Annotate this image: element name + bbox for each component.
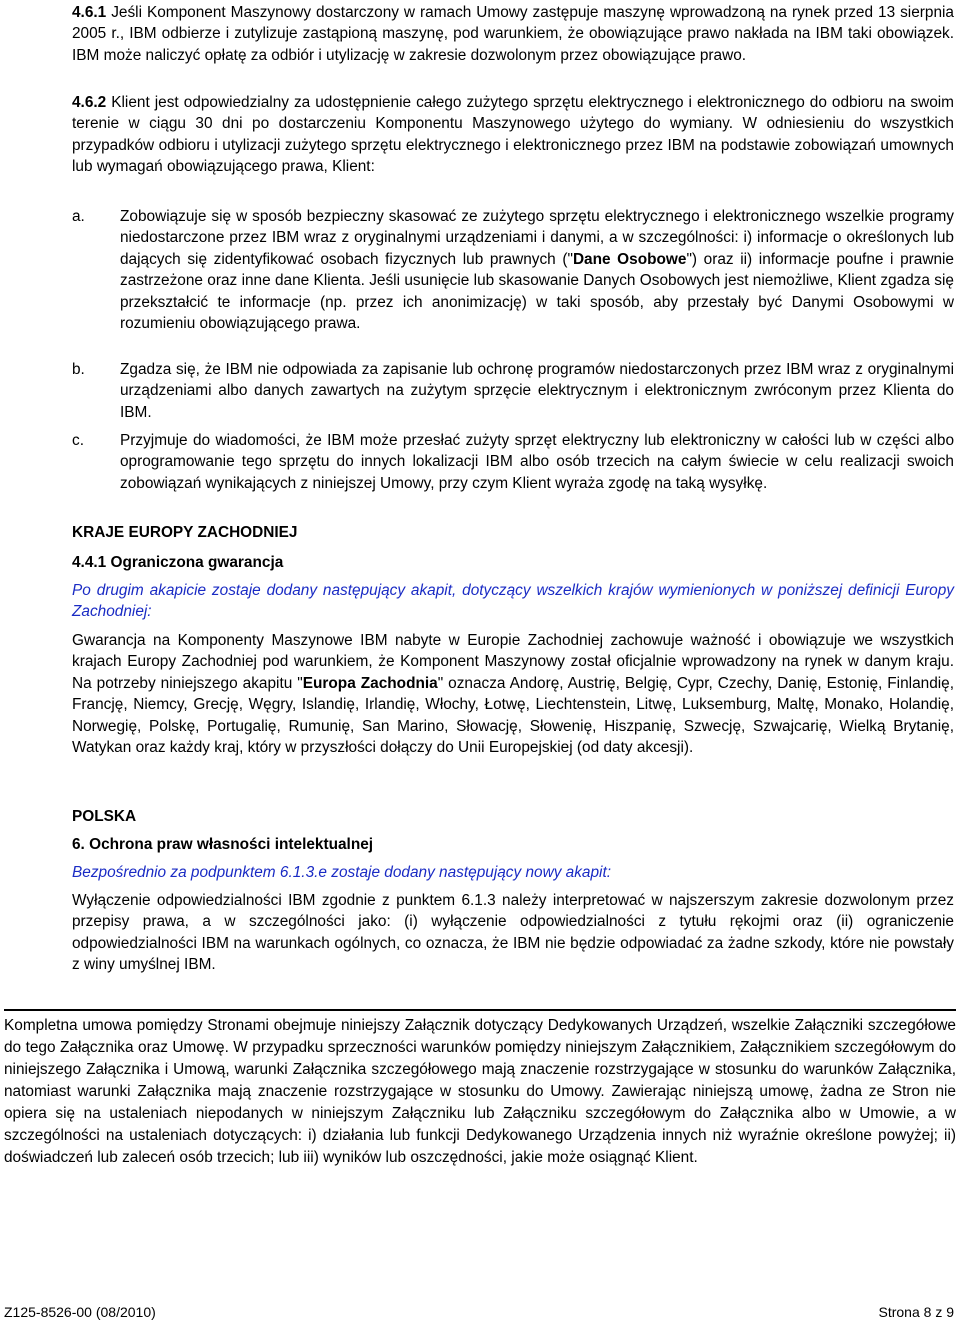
paragraph-text: Klient jest odpowiedzialny za udostępnienie całego zużytego sprzętu elektrycznego i elektronicznego do odbioru na swoim terenie w ciągu 30 dni po dostarczeniu Komponentu Maszynowego użytego do wymiany. W odniesieniu do wszystkich przypadków odbioru i utylizacji zużytego sprzętu elektrycznego i elektronicznego przez IBM na podstawie zobowiązań umownych lub wymagań obowiązującego prawa, Klient: bbox=[72, 94, 954, 176]
list-item-text: Zgadza się, że IBM nie odpowiada za zapisanie lub ochronę programów niedostarczonych przez IBM wraz z oryginalnymi urządzeniami albo danych zawartych na zużytym sprzęcie elektrycznym i elektronicznym zwróconym przez Klienta do IBM. bbox=[120, 361, 954, 421]
section-heading-poland: POLSKA bbox=[72, 808, 137, 825]
amendment-note: Bezpośrednio za podpunktem 6.1.3.e zostaje dodany następujący nowy akapit: bbox=[72, 864, 612, 881]
subsection-heading-ip-protection: 6. Ochrona praw własności intelektualnej bbox=[72, 836, 374, 853]
section-heading-western-europe: KRAJE EUROPY ZACHODNIEJ bbox=[72, 524, 298, 541]
paragraph-text-part: Gwarancja na Komponenty Maszynowe IBM nabyte w Europie Zachodniej zachowuje ważność i obowiązuje we wszystkich krajach Europy Zachodniej pod warunkiem, że Komponent Maszynowy został oficjalnie wprowadzony na rynek w danym kraju. Na potrzeby niniejszego akapitu " bbox=[72, 632, 954, 692]
paragraph-text-part: " oznacza Andorę, Austrię, Belgię, Cypr, Czechy, Danię, Estonię, Finlandię, Francję, Niemcy, Grecję, Węgry, Islandię, Irlandię, Włochy, Łotwę, Liechtenstein, Litwę, Luksemburg, Maltę, Monako, Holandię, Norwegię, Polskę, Portugalię, Rumunię, San Marino, Słowację, Słowenię, Hiszpanię, Szwecję, Szwajcarię, Wielką Brytanię, Watykan oraz każdy kraj, który w przyszłości dołączy do Unii Europejskiej (od daty akcesji). bbox=[72, 674, 955, 757]
amendment-note: Po drugim akapicie zostaje dodany następujący akapit, dotyczący wszelkich krajów wymienionych w poniższej definicji Europy Zachodniej: bbox=[72, 582, 954, 621]
paragraph-number: 4.6.1 bbox=[72, 4, 107, 21]
subsection-heading-limited-warranty: 4.4.1 Ograniczona gwarancja bbox=[72, 554, 284, 571]
paragraph-liability-exclusion: Wyłączenie odpowiedzialności IBM zgodnie z punktem 6.1.3 należy interpretować w najszerszym zakresie dozwolonym przez przepisy prawa, a w szczególności jako: (i) wyłączenie odpowiedzialności z tytułu rękojmi oraz (ii) ograniczenie odpowiedzialności IBM na warunkach ogólnych, co oznacza, że IBM nie będzie odpowiadać za żadne szkody, które nie powstały z winy umyślnej IBM. bbox=[72, 892, 954, 974]
list-item-label: a. bbox=[72, 208, 85, 225]
list-item-text: Przyjmuje do wiadomości, że IBM może przesłać zużyty sprzęt elektryczny lub elektroniczny w całości lub w części albo oprogramowanie tego sprzętu do innych lokalizacji IBM albo osób trzecich na całym świecie w celu realizacji swoich zobowiązań wynikających z niniejszej Umowy, przy czym Klient wyraża zgodę na taką wysyłkę. bbox=[120, 432, 954, 492]
list-item-c bbox=[72, 430, 954, 494]
defined-term: Europa Zachodnia bbox=[302, 674, 438, 692]
footer-document-id: Z125-8526-00 (08/2010) bbox=[4, 1304, 156, 1320]
list-item-label: b. bbox=[72, 361, 85, 378]
list-item-text-part: Zobowiązuje się w sposób bezpieczny skasować ze zużytego sprzętu elektrycznego i elektronicznego wszelkie programy niedostarczone przez IBM wraz z oryginalnymi urządzeniami i danymi, a w szczególności: i) informacje o określonych lub dających się zidentyfikować osobach fizycznych lub prawnych (" bbox=[120, 208, 954, 268]
list-item-text-part: ") oraz ii) informacje poufne i prawnie zastrzeżone oraz inne dane Klienta. Jeśli usunięcie lub skasowanie Danych Osobowych jest niemożliwe, Klient zgadza się przekształcić te informacje (np. przez ich anonimizację) w taki sposób, aby przestały być Danymi Osobowymi w rozumieniu obowiązującego prawa. bbox=[120, 250, 954, 333]
paragraph-4-6-1 bbox=[72, 2, 954, 66]
footer-page-number: Strona 8 z 9 bbox=[878, 1304, 954, 1320]
paragraph-text: Jeśli Komponent Maszynowy dostarczony w ramach Umowy zastępuje maszynę wprowadzoną na rynek przed 13 sierpnia 2005 r., IBM odbierze i zutylizuje zastąpioną maszynę, pod warunkiem, że obowiązujące prawo nakłada na IBM taki obowiązek. IBM może naliczyć opłatę za odbiór i utylizację w zakresie dozwolonym przez obowiązujące prawo. bbox=[72, 4, 954, 64]
defined-term: Dane Osobowe bbox=[572, 250, 687, 268]
paragraph-warranty bbox=[72, 630, 954, 758]
paragraph-entire-agreement: Kompletna umowa pomiędzy Stronami obejmuje niniejszy Załącznik dotyczący Dedykowanych Urządzeń, wszelkie Załączniki szczegółowe do tego Załącznika oraz Umowę. W przypadku sprzeczności warunków pomiędzy niniejszym Załącznikiem, Załącznikiem szczegółowym do niniejszego Załącznika i Umową, warunki Załącznika szczegółowego mają znaczenie rozstrzygające w stosunku do warunków Załącznika, natomiast warunki Załącznika mają znaczenie rozstrzygające w stosunku do Umowy. Zawierając niniejszą umowę, żadna ze Stron nie opiera się na ustaleniach niepodanych w niniejszym Załączniku lub Załączniku szczegółowym do Załącznika albo w Umowie, a w szczególności na ustaleniach dotyczących: i) działania lub funkcji Dedykowanego Urządzenia innych niż wyraźnie określone powyżej; ii) doświadczeń lub zaleceń osób trzecich; lub iii) wyników lub oszczędności, jakie może osiągnąć Klient. bbox=[4, 1017, 956, 1166]
list-item-b bbox=[72, 359, 954, 423]
list-item-label: c. bbox=[72, 432, 84, 449]
paragraph-number: 4.6.2 bbox=[72, 94, 107, 111]
list-item-a bbox=[72, 206, 954, 334]
paragraph-4-6-2 bbox=[72, 92, 954, 178]
list-item-text bbox=[120, 206, 954, 334]
divider bbox=[4, 1009, 956, 1011]
